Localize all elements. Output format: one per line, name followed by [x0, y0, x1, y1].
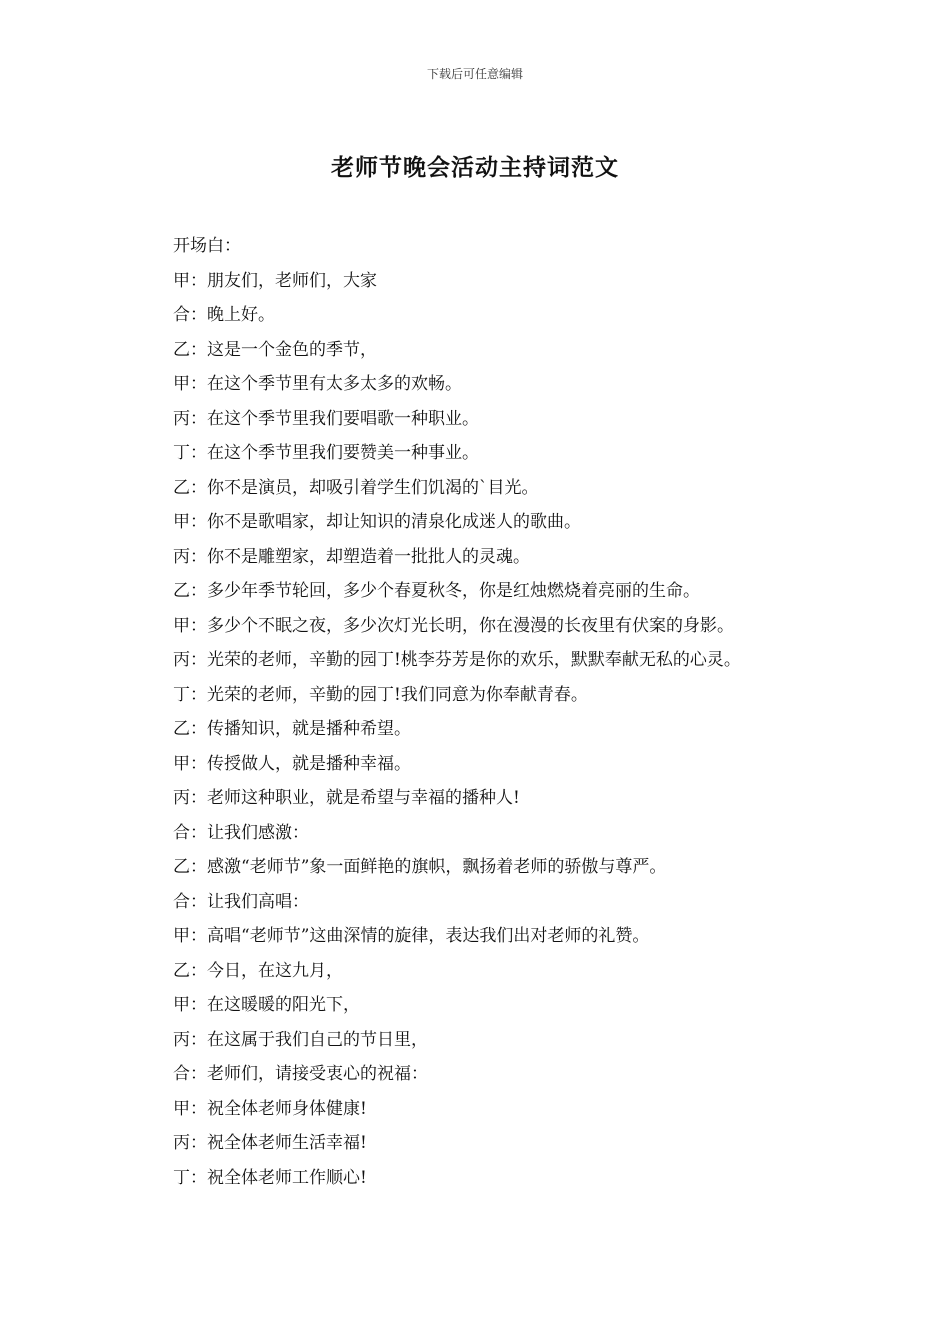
script-line: 合：晚上好。 [173, 305, 275, 325]
script-line: 丙：你不是雕塑家，却塑造着一批批人的灵魂。 [173, 546, 530, 567]
script-line: 丙：老师这种职业，就是希望与幸福的播种人! [173, 788, 520, 808]
script-line: 甲：祝全体老师身体健康! [173, 1098, 367, 1119]
script-line: 丁：祝全体老师工作顺心! [173, 1167, 367, 1188]
script-line: 丙：在这个季节里我们要唱歌一种职业。 [173, 408, 479, 429]
script-line: 甲：传授做人，就是播种幸福。 [173, 753, 411, 774]
page-header-note: 下载后可任意编辑 [426, 67, 523, 81]
script-line: 乙：传播知识，就是播种希望。 [173, 719, 411, 739]
script-line: 乙：感激“老师节”象一面鲜艳的旗帜，飘扬着老师的骄傲与尊严。 [173, 857, 667, 877]
script-line: 甲：在这暖暖的阳光下， [173, 995, 360, 1015]
section-heading: 开场白： [173, 236, 241, 256]
script-line: 合：老师们，请接受衷心的祝福： [173, 1064, 428, 1084]
script-line: 丙：在这属于我们自己的节日里， [173, 1029, 428, 1050]
script-line: 甲：高唱“老师节”这曲深情的旋律，表达我们出对老师的礼赞。 [173, 926, 650, 946]
script-lines [173, 229, 873, 1195]
script-line: 乙：多少年季节轮回，多少个春夏秋冬，你是红烛燃烧着亮丽的生命。 [173, 581, 700, 601]
script-line: 乙：这是一个金色的季节， [173, 339, 377, 360]
script-line: 甲：多少个不眠之夜，多少次灯光长明，你在漫漫的长夜里有伏案的身影。 [173, 615, 734, 636]
script-line: 丙：光荣的老师，辛勤的园丁!桃李芬芳是你的欢乐，默默奉献无私的心灵。 [173, 650, 741, 670]
script-line: 丁：光荣的老师，辛勤的园丁!我们同意为你奉献青春。 [173, 684, 588, 705]
script-line: 乙：你不是演员，却吸引着学生们饥渴的`目光。 [173, 477, 539, 498]
script-line: 甲：你不是歌唱家，却让知识的清泉化成迷人的歌曲。 [173, 512, 581, 532]
script-line: 丙：祝全体老师生活幸福! [173, 1133, 367, 1153]
script-line: 乙：今日，在这九月， [173, 960, 343, 981]
document-title: 老师节晚会活动主持词范文 [331, 154, 619, 181]
script-line: 合：让我们高唱： [173, 891, 309, 912]
script-line: 甲：朋友们，老师们，大家 [173, 270, 377, 291]
script-line: 合：让我们感激： [173, 822, 309, 843]
script-line: 丁：在这个季节里我们要赞美一种事业。 [173, 443, 479, 463]
script-line: 甲：在这个季节里有太多太多的欢畅。 [173, 374, 462, 394]
